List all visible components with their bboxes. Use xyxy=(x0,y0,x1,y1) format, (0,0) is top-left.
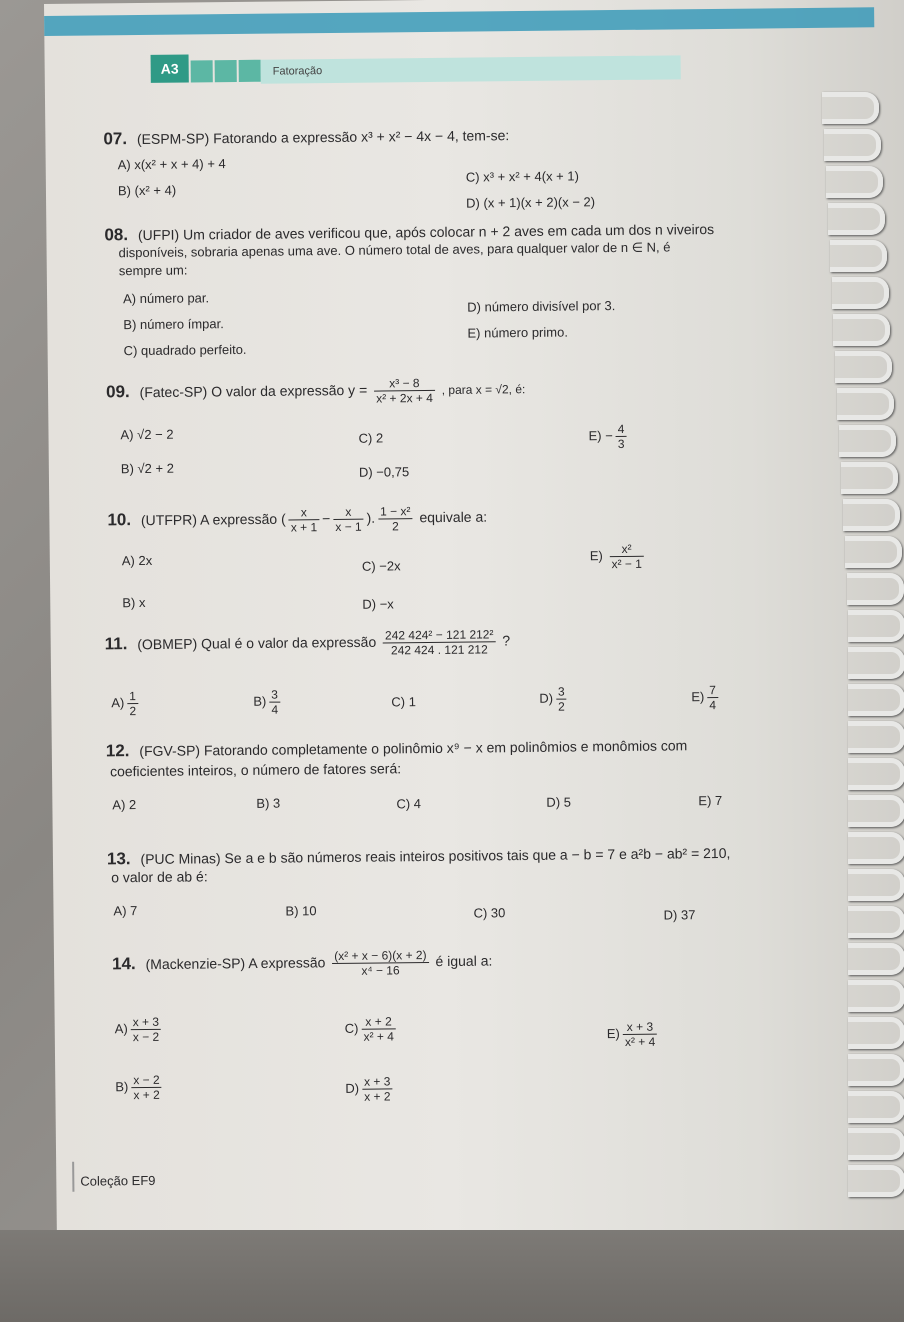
option-b: B) número ímpar. xyxy=(123,316,224,333)
question-10: 10. (UTFPR) A expressão ( $\frac{x}{x + 1}$ − $\frac{x}{x - 1}$ ). $\frac{\text{1 − x²}}{2}$ equivale a: xyxy=(107,504,488,535)
binding-coil xyxy=(847,573,904,605)
binding-coil xyxy=(848,980,904,1012)
binding-coil xyxy=(835,351,892,383)
question-11: 11. (OBMEP) Qual é o valor da expressão $\frac{\text{242 424² − 121 212²}}{242 424 . 121 212}$ ? xyxy=(104,627,511,658)
option-a: A) 2 xyxy=(112,797,137,813)
option-b: B) $\frac{3}{4}$ xyxy=(253,687,279,717)
question-text: coeficientes inteiros, o número de fatores será: xyxy=(109,760,402,780)
header-square xyxy=(191,60,213,82)
option-c: C) 30 xyxy=(473,905,506,921)
table-surface xyxy=(0,1230,904,1322)
question-07 xyxy=(103,125,509,149)
option-c: C) 2 xyxy=(358,430,384,446)
option-b: B) (x² + 4) xyxy=(117,182,177,199)
option-b: B) $\frac{x - 2}{x + 2}$ xyxy=(115,1072,160,1103)
binding-coil xyxy=(848,1165,904,1197)
binding-coil xyxy=(845,536,902,568)
fraction: $\frac{\text{x³ − 8}}{\text{x² + 2x + 4}}$ xyxy=(374,376,435,406)
binding-coil xyxy=(848,943,904,975)
question-text: o valor de ab é: xyxy=(111,868,208,886)
option-d: D) $\frac{x + 3}{x + 2}$ xyxy=(345,1074,391,1104)
binding-coil xyxy=(848,1128,904,1160)
binding-coil xyxy=(843,499,900,531)
option-d: D) $\frac{3}{2}$ xyxy=(539,684,565,714)
option-b: B) 10 xyxy=(285,903,317,919)
binding-coil xyxy=(830,240,887,272)
binding-coil xyxy=(848,869,904,901)
header-square xyxy=(215,60,237,82)
question-source: (ESPM-SP) xyxy=(136,130,210,148)
option-e: E) número primo. xyxy=(467,324,568,341)
binding-coil xyxy=(832,277,889,309)
topic-label: Fatoração xyxy=(272,65,323,78)
question-13: 13. (PUC Minas) Se a e b são números reais inteiros positivos tais que a − b = 7 e a²b − ab² = 210, xyxy=(106,844,731,869)
option-a: A) $\frac{x + 3}{x - 2}$ xyxy=(114,1014,160,1045)
option-d: D) número divisível por 3. xyxy=(467,298,616,315)
option-c: C) $\frac{x + 2}{\text{x² + 4}}$ xyxy=(344,1014,394,1044)
question-number: 07. xyxy=(103,129,128,149)
option-c: C) −2x xyxy=(361,558,401,574)
question-14: 14. (Mackenzie-SP) A expressão $\frac{\text{(x² + x − 6)(x + 2)}}{\text{x⁴ − 16}}$ é igual a: xyxy=(111,948,493,978)
binding-coil xyxy=(848,1054,904,1086)
binding-coil xyxy=(848,1091,904,1123)
binding-coil xyxy=(828,203,885,235)
option-e: E) $\frac{7}{4}$ xyxy=(691,683,717,713)
option-d: D) (x + 1)(x + 2)(x − 2) xyxy=(466,194,596,211)
binding-coil xyxy=(824,129,881,161)
option-a: A) x(x² + x + 4) + 4 xyxy=(117,156,226,173)
binding-coil xyxy=(848,610,904,642)
binding-coil xyxy=(848,795,904,827)
binding-coil xyxy=(841,462,898,494)
option-c: C) x³ + x² + 4(x + 1) xyxy=(465,168,579,185)
footer-divider xyxy=(72,1162,74,1192)
binding-coil xyxy=(848,647,904,679)
question-text: disponíveis, sobraria apenas uma ave. O número total de aves, para qualquer valor de n ∈ N, é xyxy=(118,239,671,261)
option-d: D) 37 xyxy=(663,907,696,923)
option-e: E) − $\frac{4}{3}$ xyxy=(588,421,625,452)
footer-label: Coleção EF9 xyxy=(80,1172,156,1189)
option-b: B) x xyxy=(122,594,146,611)
option-d: D) −0,75 xyxy=(358,464,410,480)
option-b: B) 3 xyxy=(256,795,281,811)
binding-coil xyxy=(848,906,904,938)
option-e: E) 7 xyxy=(698,792,723,809)
option-a: A) 2x xyxy=(121,552,153,569)
option-c: C) quadrado perfeito. xyxy=(123,341,247,359)
binding-coil xyxy=(848,758,904,790)
binding-coil xyxy=(848,832,904,864)
option-b: B) √2 + 2 xyxy=(120,460,174,477)
option-c: C) 1 xyxy=(391,694,416,710)
option-a: A) número par. xyxy=(123,290,210,307)
topic-tab xyxy=(261,55,681,83)
question-text: sempre um: xyxy=(118,262,188,279)
option-e: E) $\frac{\text{x²}}{\text{x² − 1}}$ xyxy=(589,541,642,572)
question-08: 08. (UFPI) Um criador de aves verificou que, após colocar n + 2 aves em cada um dos n viveiros xyxy=(104,220,715,245)
question-12: 12. (FGV-SP) Fatorando completamente o polinômio x⁹ − x em polinômios e monômios com xyxy=(105,737,688,761)
header-band xyxy=(44,7,874,36)
binding-coil xyxy=(833,314,890,346)
option-a: A) 7 xyxy=(113,903,138,919)
binding-coil xyxy=(848,684,904,716)
option-a: A) √2 − 2 xyxy=(120,426,174,443)
binding-coil xyxy=(848,721,904,753)
unit-tab: A3 xyxy=(151,54,189,82)
option-d: D) −x xyxy=(362,596,394,612)
binding-coil xyxy=(826,166,883,198)
question-text: Fatorando a expressão x³ + x² − 4x − 4, tem-se: xyxy=(213,127,510,147)
option-d: D) 5 xyxy=(546,794,572,810)
option-a: A) $\frac{1}{2}$ xyxy=(111,689,137,719)
binding-coil xyxy=(839,425,896,457)
workbook-page xyxy=(44,0,904,1240)
question-09: 09. (Fatec-SP) O valor da expressão y = $\frac{\text{x³ − 8}}{\text{x² + 2x + 4}}$ , para x = √2, é: xyxy=(105,376,526,406)
binding-coil xyxy=(822,92,879,124)
header-square xyxy=(239,60,261,82)
binding-coil xyxy=(848,1017,904,1049)
option-c: C) 4 xyxy=(396,796,422,812)
binding-coil xyxy=(837,388,894,420)
option-e: E) $\frac{x + 3}{\text{x² + 4}}$ xyxy=(606,1019,656,1049)
